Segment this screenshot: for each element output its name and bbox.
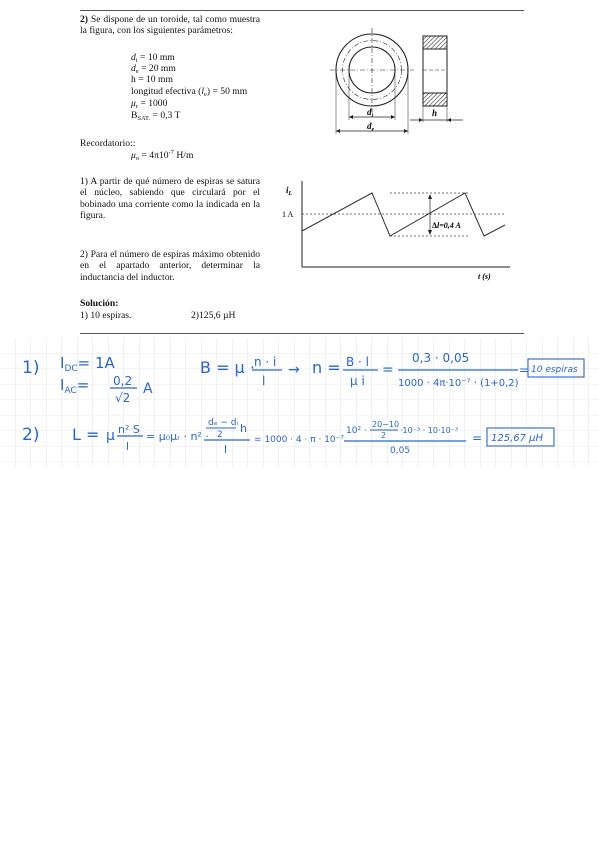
hw-eq-1: = [382,362,394,378]
hw-eq-result-1: = [519,363,530,377]
hw-l-formula: L = [72,425,100,444]
hw-f2-h: h [240,422,247,435]
hw-f3-num-a: 10² · [346,426,367,436]
hw-arrow: → [288,362,300,378]
solution-label: Solución: [80,298,119,309]
param-mur: $\mu_r = 1000$ [131,98,168,110]
hw-calc-den: 1000 · 4π·10⁻⁷ · (1+0,2) [398,378,519,389]
hw-num-2: 2) [22,425,40,445]
param-h: h = 10 mm [131,74,173,85]
handwritten-notes [0,338,599,468]
hw-num-1: 1) [22,358,40,378]
current-waveform [302,193,505,236]
hw-f2-inner-num: dₑ − dᵢ [208,418,239,428]
hw-eq-2a: = μ₀μᵣ · n² · [146,430,209,443]
problem-intro-text: Se dispone de un toroide, tal como muestra la figura, con los siguientes parámetros: [80,14,260,37]
hw-b-den: l [262,374,266,388]
answer-2: 2)125,6 µH [191,310,236,321]
param-bsat: $B_{SAT.} = 0,3$ T [131,110,181,122]
param-di: $d_i = 10$ mm [131,52,175,64]
x-axis-label: t (s) [478,272,491,281]
param-le: longitud efectiva $(l_e) = 50$ mm [131,86,248,98]
question-1: 1) A partir de qué número de espiras se satura el núcleo, sabiendo que circulará por el bobinado una corriente como la indicada en la figura. [80,176,260,222]
hw-f3-den: 0,05 [390,446,411,456]
top-rule [80,10,524,11]
problem-number: 2) [80,14,88,25]
hw-mu: μ [106,428,115,444]
hw-result-2: 125,67 μH [491,433,544,444]
hw-iac-den: √2 [115,391,131,405]
problem-intro [80,14,260,37]
reminder-label: Recordatorio:: [80,138,136,149]
hw-b-num: n · i [254,355,277,369]
hw-iac: $I_{AC}=$ [60,376,90,396]
label-h: h [432,108,438,118]
param-de: $d_e = 20$ mm [131,63,176,75]
label-di: $d_i$ [367,107,374,119]
mu0-formula: $\mu_o = 4\pi 10^{-7}$ H/m [131,149,194,162]
hw-f3-num-c: ·10⁻³ · 10·10⁻³ [400,426,459,435]
answer-1: 1) 10 espiras. [80,310,132,321]
hw-result-1: 10 espiras [531,365,578,375]
hw-f1-den: l [126,440,130,453]
hw-calc-num: 0,3 · 0,05 [412,351,470,365]
delta-label: Δl=0,4 A [432,221,461,230]
hw-f3-num-b: 20−10 [372,420,400,429]
hw-idc: $I_{DC}= 1A$ [60,354,115,374]
current-waveform-chart [280,175,520,285]
question-2: 2) Para el número de espiras máximo obtenido en el apartado anterior, determinar la inductancia del inductor. [80,249,260,283]
hw-f2-den: l [224,443,228,456]
tick-1a: 1 A [282,210,294,219]
bottom-rule [80,333,524,334]
hw-f3-num-b-den: 2 [381,431,387,440]
hw-n-formula: n = [312,358,341,377]
toroid-figure [315,20,465,140]
hw-n-num: B · l [346,355,370,369]
hw-eq-2c: = [472,431,483,445]
hw-eq-2b: = 1000 · 4 · π · 10⁻⁷ [254,435,345,445]
hw-b-formula: B = μ · [200,358,255,377]
hw-f2-inner-den: 2 [217,430,223,440]
hw-iac-unit: A [143,381,153,397]
hw-n-den: μ i [350,374,365,388]
hw-iac-num: 0,2 [113,374,133,388]
y-axis-label: $i_L$ [286,185,293,197]
label-de: $d_e$ [367,121,375,133]
hw-f1-num: n² S [118,423,140,436]
